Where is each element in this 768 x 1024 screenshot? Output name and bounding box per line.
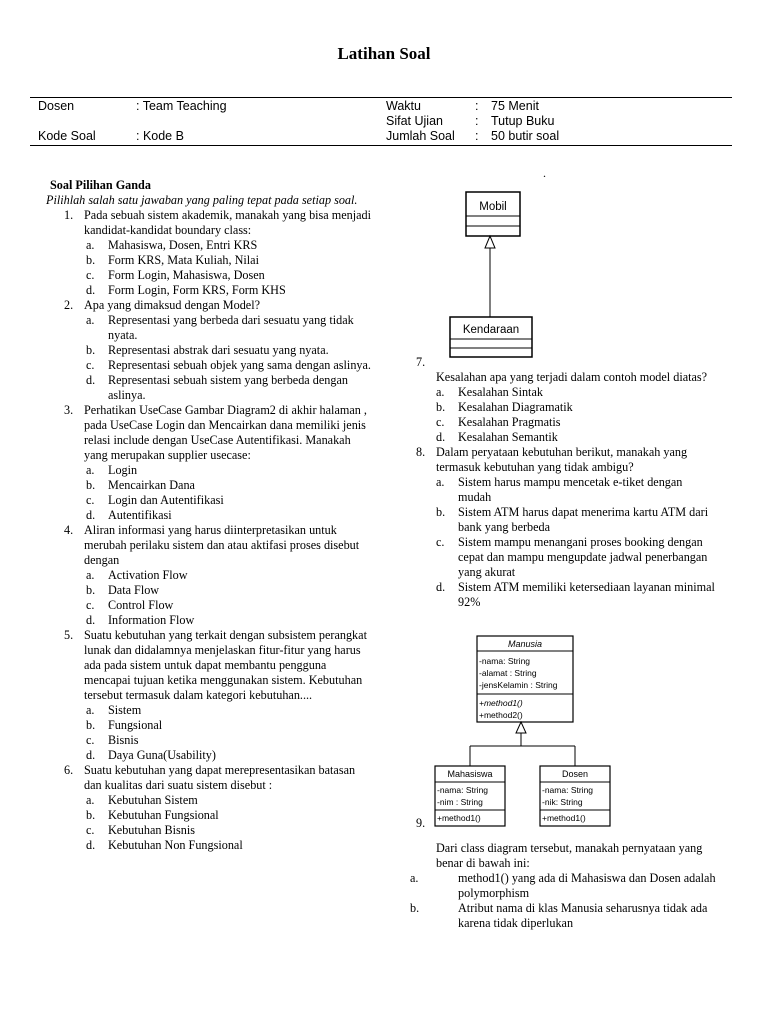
question-number: 1. bbox=[64, 208, 74, 222]
question-5 bbox=[46, 628, 372, 703]
sifat-ujian-value: Tutup Buku bbox=[491, 114, 555, 128]
answer-option bbox=[46, 268, 372, 283]
question-list bbox=[46, 208, 372, 853]
option-text: Form Login, Form KRS, Form KHS bbox=[108, 283, 286, 297]
answer-option bbox=[46, 313, 372, 343]
option-text: Kebutuhan Sistem bbox=[108, 793, 198, 807]
option-text: Control Flow bbox=[108, 598, 174, 612]
answer-option bbox=[46, 373, 372, 403]
question-8 bbox=[410, 445, 716, 610]
option-letter: c. bbox=[86, 358, 95, 372]
dosen-value: : Team Teaching bbox=[136, 99, 227, 113]
manusia-attr-2: -alamat : String bbox=[479, 668, 537, 678]
jumlah-soal-label: Jumlah Soal bbox=[386, 129, 455, 143]
answer-option bbox=[46, 238, 372, 253]
waktu-label: Waktu bbox=[386, 99, 421, 113]
option-letter: b. bbox=[86, 583, 96, 597]
option-letter: c. bbox=[86, 823, 95, 837]
option-text: Mahasiswa, Dosen, Entri KRS bbox=[108, 238, 258, 252]
question-7-text: Kesalahan apa yang terjadi dalam contoh model diatas? bbox=[436, 370, 708, 384]
question-2 bbox=[46, 298, 372, 313]
manusia-method-1: +method1() bbox=[479, 698, 523, 708]
question-6 bbox=[46, 763, 372, 793]
option-letter: d. bbox=[86, 373, 96, 387]
q9-class-diagram bbox=[430, 632, 620, 828]
question-number: 3. bbox=[64, 403, 74, 417]
option-letter: b. bbox=[86, 718, 96, 732]
option-letter: c. bbox=[86, 733, 95, 747]
option-letter: b. bbox=[86, 253, 96, 267]
q8-option-letter: d. bbox=[436, 580, 446, 594]
q7-option-letter: b. bbox=[436, 400, 446, 414]
question-8-text: Dalam peryataan kebutuhan berikut, manakah yang termasuk kebutuhan yang tidak ambigu? bbox=[436, 445, 688, 474]
answer-option bbox=[46, 793, 372, 808]
question-text: Apa yang dimaksud dengan Model? bbox=[84, 298, 260, 312]
option-letter: b. bbox=[86, 478, 96, 492]
mahasiswa-class-name: Mahasiswa bbox=[447, 769, 493, 779]
q9-option-letter: a. bbox=[410, 871, 419, 885]
header-bottom-rule bbox=[30, 145, 732, 146]
question-text: Suatu kebutuhan yang dapat merepresentasikan batasan dan kualitas dari suatu sistem disebut : bbox=[84, 763, 356, 792]
option-text: Daya Guna(Usability) bbox=[108, 748, 216, 762]
question-text: Suatu kebutuhan yang terkait dengan subsistem perangkat lunak dan didalamnya menjelaskan fitur-fitur yang harus ada pada sistem untuk dapat membantu pengguna mencapai tujuan ketika menggunakan sistem. Kebutuhan tersebut termasuk dalam kategori kebutuhan.... bbox=[84, 628, 367, 702]
question-text: Aliran informasi yang harus diinterpretasikan untuk merubah perilaku sistem dan atau aktifasi proses disebut dengan bbox=[84, 523, 360, 567]
answer-option bbox=[46, 463, 372, 478]
stray-dot: . bbox=[543, 166, 546, 180]
option-text: Representasi sebuah objek yang sama dengan aslinya. bbox=[108, 358, 371, 372]
question-7-number: 7. bbox=[416, 355, 426, 369]
sifat-ujian-label: Sifat Ujian bbox=[386, 114, 443, 128]
option-letter: d. bbox=[86, 283, 96, 297]
q8-option-d: Sistem ATM memiliki ketersediaan layanan minimal 92% bbox=[458, 580, 715, 609]
option-text: Kebutuhan Non Fungsional bbox=[108, 838, 243, 852]
q7-option-c: Kesalahan Pragmatis bbox=[458, 415, 561, 429]
answer-option bbox=[46, 283, 372, 298]
answer-option bbox=[46, 823, 372, 838]
answer-option bbox=[46, 343, 372, 358]
mahasiswa-attr-1: -nama: String bbox=[437, 785, 489, 795]
mobil-class-box bbox=[466, 192, 520, 236]
option-text: Mencairkan Dana bbox=[108, 478, 195, 492]
q7-option-letter: d. bbox=[436, 430, 446, 444]
jumlah-soal-value: 50 butir soal bbox=[491, 129, 560, 143]
header-top-rule bbox=[30, 97, 732, 98]
option-text: Autentifikasi bbox=[108, 508, 172, 522]
option-text: Data Flow bbox=[108, 583, 160, 597]
question-number: 6. bbox=[64, 763, 74, 777]
option-letter: a. bbox=[86, 313, 95, 327]
option-letter: a. bbox=[86, 463, 95, 477]
answer-option bbox=[46, 568, 372, 583]
manusia-attr-3: -jensKelamin : String bbox=[479, 680, 558, 690]
option-text: Representasi yang berbeda dari sesuatu yang tidak nyata. bbox=[108, 313, 354, 342]
question-7 bbox=[410, 355, 732, 445]
option-text: Login bbox=[108, 463, 138, 477]
option-letter: d. bbox=[86, 613, 96, 627]
option-text: Fungsional bbox=[108, 718, 163, 732]
jumlah-soal-colon: : bbox=[475, 129, 479, 143]
mobil-class-name: Mobil bbox=[479, 201, 507, 213]
dosen-attr-1: -nama: String bbox=[542, 785, 594, 795]
section-title: Soal Pilihan Ganda bbox=[50, 178, 151, 192]
option-letter: b. bbox=[86, 343, 96, 357]
mahasiswa-method-1: +method1() bbox=[437, 813, 481, 823]
question-4 bbox=[46, 523, 372, 568]
question-9-number: 9. bbox=[416, 816, 426, 830]
answer-option bbox=[46, 583, 372, 598]
q7-option-letter: a. bbox=[436, 385, 445, 399]
question-text: Perhatikan UseCase Gambar Diagram2 di akhir halaman , pada UseCase Login dan Mencairkan dana memiliki jenis relasi include dengan UseCase Autentifikasi. Manakah yang merupakan supplier usecase: bbox=[84, 403, 367, 462]
question-8-number: 8. bbox=[416, 445, 426, 459]
answer-option bbox=[46, 703, 372, 718]
option-letter: c. bbox=[86, 598, 95, 612]
option-letter: a. bbox=[86, 703, 95, 717]
generalization-arrow-icon bbox=[516, 722, 526, 733]
option-text: Login dan Autentifikasi bbox=[108, 493, 224, 507]
question-number: 5. bbox=[64, 628, 74, 642]
option-text: Information Flow bbox=[108, 613, 195, 627]
option-letter: a. bbox=[86, 238, 95, 252]
option-letter: a. bbox=[86, 568, 95, 582]
q8-option-c: Sistem mampu menangani proses booking dengan cepat dan mampu mengupdate jadwal penerbangan yang akurat bbox=[458, 535, 708, 579]
q7-uml-diagram bbox=[440, 186, 540, 362]
answer-option bbox=[46, 478, 372, 493]
instruction: Pilihlah salah satu jawaban yang paling tepat pada setiap soal. bbox=[46, 193, 358, 207]
kode-soal-value: : Kode B bbox=[136, 129, 184, 143]
option-text: Representasi abstrak dari sesuatu yang nyata. bbox=[108, 343, 329, 357]
answer-option bbox=[46, 493, 372, 508]
q7-option-b: Kesalahan Diagramatik bbox=[458, 400, 573, 414]
q9-option-b: Atribut nama di klas Manusia seharusnya tidak ada karena tidak diperlukan bbox=[458, 901, 708, 930]
q7-option-letter: c. bbox=[436, 415, 445, 429]
question-9-text: Dari class diagram tersebut, manakah pernyataan yang benar di bawah ini: bbox=[436, 841, 703, 870]
waktu-colon: : bbox=[475, 99, 479, 113]
q8-option-a: Sistem harus mampu mencetak e-tiket dengan mudah bbox=[458, 475, 683, 504]
dosen-attr-2: -nik: String bbox=[542, 797, 583, 807]
generalization-arrow-icon bbox=[485, 236, 495, 248]
dosen-method-1: +method1() bbox=[542, 813, 586, 823]
q8-option-letter: b. bbox=[436, 505, 446, 519]
question-number: 4. bbox=[64, 523, 74, 537]
option-text: Kebutuhan Fungsional bbox=[108, 808, 219, 822]
answer-option bbox=[46, 718, 372, 733]
answer-option bbox=[46, 748, 372, 763]
question-number: 2. bbox=[64, 298, 74, 312]
q9-option-a: method1() yang ada di Mahasiswa dan Dosen adalah polymorphism bbox=[458, 871, 716, 900]
answer-option bbox=[46, 838, 372, 853]
option-text: Form Login, Mahasiswa, Dosen bbox=[108, 268, 265, 282]
kendaraan-class-box bbox=[450, 317, 532, 357]
answer-option bbox=[46, 808, 372, 823]
q8-option-letter: c. bbox=[436, 535, 445, 549]
kendaraan-class-name: Kendaraan bbox=[462, 324, 520, 336]
answer-option bbox=[46, 733, 372, 748]
q8-option-b: Sistem ATM harus dapat menerima kartu ATM dari bank yang berbeda bbox=[458, 505, 709, 534]
dosen-class-name: Dosen bbox=[561, 769, 589, 779]
question-9 bbox=[410, 816, 726, 931]
option-text: Activation Flow bbox=[108, 568, 188, 582]
mahasiswa-attr-2: -nim : String bbox=[437, 797, 483, 807]
option-text: Sistem bbox=[108, 703, 142, 717]
q9-option-letter: b. bbox=[410, 901, 420, 915]
manusia-attr-1: -nama: String bbox=[479, 656, 531, 666]
option-letter: d. bbox=[86, 838, 96, 852]
question-3 bbox=[46, 403, 372, 463]
q8-option-letter: a. bbox=[436, 475, 445, 489]
answer-option bbox=[46, 508, 372, 523]
option-letter: c. bbox=[86, 493, 95, 507]
manusia-class-name: Manusia bbox=[507, 639, 543, 649]
option-letter: d. bbox=[86, 748, 96, 762]
waktu-value: 75 Menit bbox=[491, 99, 539, 113]
question-1 bbox=[46, 208, 372, 238]
dosen-label: Dosen bbox=[38, 99, 75, 113]
option-text: Kebutuhan Bisnis bbox=[108, 823, 196, 837]
option-text: Bisnis bbox=[108, 733, 139, 747]
option-letter: a. bbox=[86, 793, 95, 807]
manusia-method-2: +method2() bbox=[479, 710, 523, 720]
option-letter: b. bbox=[86, 808, 96, 822]
kode-soal-label: Kode Soal bbox=[38, 129, 96, 143]
sifat-ujian-colon: : bbox=[475, 114, 479, 128]
answer-option bbox=[46, 613, 372, 628]
option-letter: d. bbox=[86, 508, 96, 522]
answer-option bbox=[46, 253, 372, 268]
q7-option-d: Kesalahan Semantik bbox=[458, 430, 558, 444]
page-title: Latihan Soal bbox=[337, 44, 431, 63]
option-text: Representasi sebuah sistem yang berbeda dengan aslinya. bbox=[108, 373, 348, 402]
question-text: Pada sebuah sistem akademik, manakah yang bisa menjadi kandidat-kandidat boundary class: bbox=[84, 208, 372, 237]
q7-option-a: Kesalahan Sintak bbox=[458, 385, 543, 399]
answer-option bbox=[46, 358, 372, 373]
option-text: Form KRS, Mata Kuliah, Nilai bbox=[108, 253, 259, 267]
left-column bbox=[46, 178, 372, 853]
answer-option bbox=[46, 598, 372, 613]
option-letter: c. bbox=[86, 268, 95, 282]
